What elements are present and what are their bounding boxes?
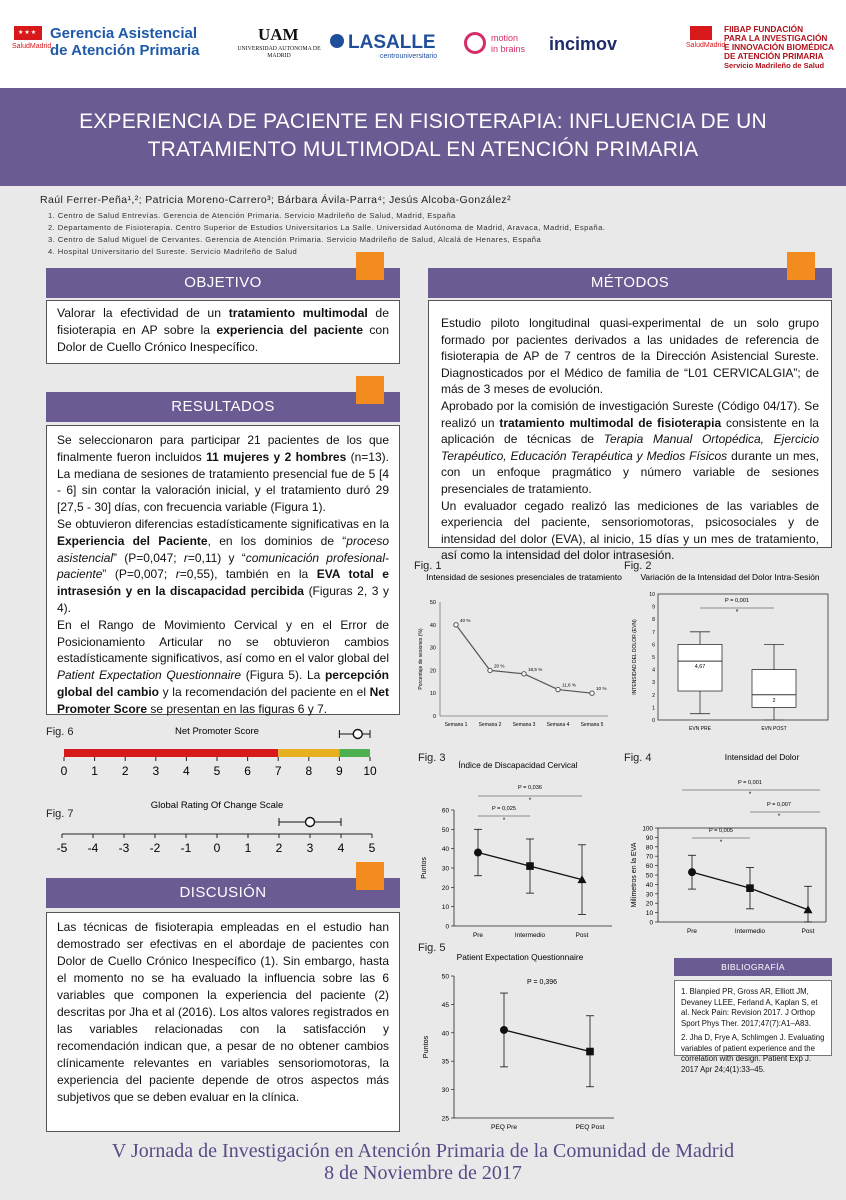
res-p2-c: , en los dominios de “ xyxy=(207,533,347,548)
met-p2-e: durante un mes, con un enfoque pragmático y número variable de sesiones presenciales de tratamiento. xyxy=(441,448,819,496)
y-tick-9: 9 xyxy=(652,604,655,611)
metodos-accent-square xyxy=(787,252,815,280)
y-tick-2: 2 xyxy=(652,692,655,699)
scale-tick-label-4: -1 xyxy=(180,841,192,855)
fig7-label: Fig. 7 xyxy=(46,808,74,820)
mean-point xyxy=(353,730,362,739)
affiliation-4: 4. Hospital Universitario del Sureste. Servicio Madrileño de Salud xyxy=(48,247,298,256)
footer-line-2: 8 de Noviembre de 2017 xyxy=(324,1162,522,1184)
res-p2-j: r xyxy=(175,567,180,582)
res-p2-b: Experiencia del Paciente xyxy=(57,533,208,548)
significance-star-1: * xyxy=(502,817,506,824)
chart-title: Net Promoter Score xyxy=(175,726,259,737)
fiibap-logo-flag xyxy=(690,26,712,40)
uam-logo-mark: UAM xyxy=(258,25,299,44)
scale-tick-label-7: 7 xyxy=(274,764,282,778)
y-tick-0: 0 xyxy=(649,919,653,927)
scale-band-1 xyxy=(278,749,339,757)
title-line-2: TRATAMIENTO MULTIMODAL EN ATENCIÓN PRIMARIA xyxy=(147,138,699,161)
scale-tick-label-2: 2 xyxy=(121,764,129,778)
res-p3-e: y la recomendación del paciente en el xyxy=(158,684,370,699)
scale-tick-label-9: 4 xyxy=(337,841,345,855)
p-value-label-2: P = 0,036 xyxy=(517,785,543,791)
res-p2-a: Se obtuvieron diferencias estadísticamente significativas en la xyxy=(57,516,389,531)
fig5-chart xyxy=(414,948,660,1138)
y-axis-label: Puntos xyxy=(421,1035,430,1059)
scale-tick-label-0: 0 xyxy=(60,764,68,778)
y-tick-5: 50 xyxy=(429,600,436,606)
res-p2-h: comunicación profesional-paciente xyxy=(57,550,389,582)
y-tick-6: 60 xyxy=(441,807,449,815)
fig3-chart xyxy=(414,756,624,942)
chart-title: Índice de Discapacidad Cervical xyxy=(458,760,578,770)
metodos-paragraph-3: Un evaluador cegado realizó las mediciones de las variables de experiencia del paciente, sensoriomotoras, psicosociales y de intensidad del dolor (EVA), al inicio, 15 días y un mes de tratamiento, así como la intensidad del dolor intrasesión. xyxy=(441,498,819,563)
data-point-1 xyxy=(526,862,534,870)
x-tick-0: Pre xyxy=(687,928,697,935)
data-point-0 xyxy=(500,1026,508,1034)
scale-tick-label-3: -2 xyxy=(149,841,161,855)
p-value-label-3: P = 0,001 xyxy=(737,780,763,786)
res-p1-a: Se seleccionaron para participar 21 pacientes de los que finalmente fueron incluidos xyxy=(57,433,389,464)
significance-star-1: * xyxy=(719,839,723,846)
x-tick-3: Semana 4 xyxy=(546,722,570,728)
y-tick-9: 90 xyxy=(645,834,653,842)
bibliografia-header: BIBLIOGRAFÍA xyxy=(674,958,832,976)
significance-star: * xyxy=(735,609,739,616)
y-tick-1: 1 xyxy=(652,705,655,712)
res-p2-d: proceso asistencial xyxy=(57,533,389,565)
y-tick-5: 50 xyxy=(441,973,449,981)
scale-tick-label-6: 6 xyxy=(244,764,251,778)
objetivo-accent-square xyxy=(356,252,384,280)
reference-1: 1. Blanpied PR, Gross AR, Elliott JM, Devaney LLEE, Ferland A, Kaplan S, et al. Neck Pain: Revision 2017. J Orthop Sport Phys Ther. 2017;47(7):A1–A83. xyxy=(681,987,818,1028)
y-tick-5: 50 xyxy=(645,872,653,880)
res-p3-f: Net Promoter Score xyxy=(57,684,389,716)
y-tick-5: 5 xyxy=(652,655,655,661)
lasalle-logo-icon xyxy=(330,34,344,48)
chart-title: Variación de la Intensidad del Dolor Intra-Sesión xyxy=(640,572,820,582)
scale-tick-label-5: 0 xyxy=(213,841,221,855)
res-p2-l: EVA total e intrasesión y en la discapacidad percibida xyxy=(57,567,389,599)
x-tick-2: Semana 3 xyxy=(512,722,536,728)
data-point-1 xyxy=(586,1048,594,1056)
objetivo-bold-1: tratamiento multimodal xyxy=(228,306,368,320)
objetivo-text-1: Valorar la efectividad de un xyxy=(57,306,229,320)
y-tick-0: 0 xyxy=(652,718,655,724)
p-value-label-1: P = 0,025 xyxy=(491,806,517,812)
scale-tick-label-6: 1 xyxy=(244,841,252,855)
significance-star-3: * xyxy=(748,791,752,798)
fig1-label: Fig. 1 xyxy=(414,560,442,572)
scale-tick-label-9: 9 xyxy=(336,764,343,778)
scale-tick-label-8: 8 xyxy=(305,764,313,778)
y-tick-1: 30 xyxy=(441,1087,449,1095)
logo-gerencia-line2: de Atención Primaria xyxy=(50,42,200,59)
y-tick-2: 35 xyxy=(441,1058,449,1066)
chart-title: Global Rating Of Change Scale xyxy=(150,800,284,811)
data-point-3 xyxy=(556,687,560,691)
y-axis-label: Milímetros en la EVA xyxy=(631,842,638,908)
data-label-3: 11,6 % xyxy=(562,682,576,688)
data-point-2 xyxy=(522,672,526,676)
res-p3-c: (Figura 5). La xyxy=(241,668,325,683)
x-tick-1: Semana 2 xyxy=(478,722,502,728)
y-tick-10: 10 xyxy=(649,592,655,598)
motion-logo-line1: motion xyxy=(491,33,519,43)
author-list: Raúl Ferrer-Peña¹,²; Patricia Moreno-Carrero³; Bárbara Ávila-Parra⁴; Jesús Alcoba-González² xyxy=(40,194,511,206)
y-tick-8: 8 xyxy=(652,617,655,624)
x-tick-1: EVN POST xyxy=(761,726,787,732)
bibliografia-box xyxy=(674,980,832,1074)
median-label-0: 4,67 xyxy=(694,664,706,671)
x-tick-4: Semana 5 xyxy=(580,722,604,728)
x-tick-0: EVN PRE xyxy=(689,726,711,732)
y-tick-5: 50 xyxy=(441,826,449,834)
fig7-chart xyxy=(40,796,400,860)
y-tick-1: 10 xyxy=(441,904,449,912)
scale-tick-label-1: 1 xyxy=(91,764,98,778)
discusion-header: DISCUSIÓN xyxy=(46,878,400,908)
objetivo-text-2: de fisioterapia en AP sobre la xyxy=(57,306,389,337)
data-label-4: 10 % xyxy=(596,686,607,692)
fig5-label: Fig. 5 xyxy=(418,942,446,954)
data-point-4 xyxy=(590,691,594,695)
y-tick-1: 10 xyxy=(645,910,653,918)
x-tick-1: Intermedio xyxy=(514,932,546,939)
resultados-accent-square xyxy=(356,376,384,404)
significance-star-2: * xyxy=(777,813,781,820)
motion-logo-line2: in brains xyxy=(491,44,526,54)
comunidad-stars-icon: ★★★ xyxy=(18,30,38,36)
y-tick-6: 60 xyxy=(645,863,653,871)
objetivo-text-3: con Dolor de Cuello Crónico Inespecífico. xyxy=(57,323,389,354)
scale-band-2 xyxy=(339,749,370,757)
y-tick-7: 7 xyxy=(652,629,655,636)
y-axis-label: INTENSIDAD DEL DOLOR (EVN) xyxy=(632,619,638,695)
objetivo-bold-2: experiencia del paciente xyxy=(216,323,364,337)
metodos-paragraph-1: Estudio piloto longitudinal quasi-experimental de un solo grupo formado por pacientes derivados a las unidades de referencia de fisioterapia de AP de 7 centros de la Dirección Asistencial Sureste. Diagnosticados por el Médico de familia de “L01 CERVICALGIA”; de más de 3 meses de evolución. xyxy=(441,316,819,397)
data-label-2: 18,5 % xyxy=(528,666,543,672)
fiibap-line5: Servicio Madrileño de Salud xyxy=(724,61,825,70)
y-tick-0: 0 xyxy=(445,923,449,931)
data-label-1: 20 % xyxy=(494,663,505,669)
p-value-label-1: P = 0,005 xyxy=(708,828,734,834)
scale-tick-label-2: -3 xyxy=(118,841,130,855)
met-p2-c: consistente en la aplicación de técnicas de xyxy=(441,415,819,447)
fiibap-line2: PARA LA INVESTIGACIÓN xyxy=(724,33,828,43)
fig6-label: Fig. 6 xyxy=(46,726,74,738)
res-p1-c: (n=13). La mediana de sesiones de tratamiento presencial fue de 5 [4 - 6] sin contar la valoración inicial, y el tratamiento duró 29 [27,5 - 30] días, con frecuencia variable (Figura 1). xyxy=(57,449,389,515)
data-point-1 xyxy=(488,668,492,672)
p-value-label: P = 0,396 xyxy=(526,979,558,986)
res-p2-m: (Figuras 2, 3 y 4). xyxy=(57,584,389,615)
objetivo-box xyxy=(46,300,400,364)
y-tick-3: 30 xyxy=(429,645,436,652)
metodos-box xyxy=(428,300,832,563)
y-tick-2: 20 xyxy=(429,668,436,675)
p-value-label: P = 0,001 xyxy=(724,598,750,604)
res-p3-d: percepción global del cambio xyxy=(57,668,389,699)
scale-tick-label-10: 5 xyxy=(368,841,376,855)
res-p3-b: Patient Expectation Questionnaire xyxy=(57,668,242,683)
lasalle-logo-sub: centrouniversitario xyxy=(380,53,438,60)
res-p2-i: ” (P=0,007; xyxy=(102,567,176,582)
res-p2-g: =0,11) y “ xyxy=(187,550,246,565)
fig4-label: Fig. 4 xyxy=(624,752,652,764)
footer-line-1: V Jornada de Investigación en Atención Primaria de la Comunidad de Madrid xyxy=(111,1140,735,1162)
lasalle-logo-text: LASALLE xyxy=(348,32,436,53)
scale-tick-label-0: -5 xyxy=(56,841,68,855)
scale-tick-label-3: 3 xyxy=(152,764,160,778)
fig3-label: Fig. 3 xyxy=(418,752,446,764)
y-tick-8: 80 xyxy=(645,844,653,852)
data-point-0 xyxy=(454,623,458,627)
motion-logo-icon xyxy=(464,32,486,54)
scale-tick-label-4: 4 xyxy=(183,764,190,778)
resultados-paragraph-1 xyxy=(57,432,389,516)
scale-tick-label-5: 5 xyxy=(213,764,221,778)
x-tick-1: PEQ Post xyxy=(575,1124,605,1131)
y-tick-3: 3 xyxy=(652,680,655,687)
y-tick-4: 40 xyxy=(429,622,436,629)
series-line xyxy=(504,1030,590,1052)
data-point-0 xyxy=(688,868,696,876)
x-tick-0: Pre xyxy=(473,932,483,939)
y-tick-3: 40 xyxy=(441,1030,449,1038)
res-p2-f: r xyxy=(183,550,188,565)
met-p2-a: Aprobado por la comisión de investigación Sureste (Código 04/17). Se realizó un xyxy=(441,398,819,430)
data-label-0: 40 % xyxy=(460,617,471,623)
y-tick-3: 30 xyxy=(645,891,653,899)
resultados-paragraph-2 xyxy=(57,516,389,617)
logo-gerencia-line1: Gerencia Asistencial xyxy=(50,25,198,42)
chart-title: Intensidad del Dolor xyxy=(724,752,800,762)
reference-2: 2. Jha D, Frye A, Schlimgen J. Evaluating variables of patient experience and the correlation with design. Patient Exp J. 2017 Apr 24;4(1):33–45. xyxy=(681,1033,825,1074)
p-value-label-2: P = 0,007 xyxy=(766,802,792,808)
mean-point xyxy=(306,818,315,827)
title-line-1: EXPERIENCIA DE PACIENTE EN FISIOTERAPIA: INFLUENCIA DE UN xyxy=(79,110,767,133)
affiliation-3: 3. Centro de Salud Miguel de Cervantes. Gerencia de Atención Primaria. Servicio Madrileño de Salud, Alcalá de Henares, España xyxy=(48,235,542,244)
objetivo-header: OBJETIVO xyxy=(46,268,400,298)
data-point-1 xyxy=(746,884,754,892)
x-tick-1: Intermedio xyxy=(734,928,766,935)
logo-saludmadrid-tag: SaludMadrid xyxy=(12,43,52,50)
x-tick-0: Semana 1 xyxy=(444,722,468,728)
y-tick-7: 70 xyxy=(645,853,653,861)
y-tick-4: 40 xyxy=(645,881,653,889)
y-axis-label: Porcentaje de sesiones (%) xyxy=(418,628,424,690)
y-tick-10: 100 xyxy=(642,825,653,833)
res-p1-b: 11 mujeres y 2 hombres xyxy=(206,449,347,464)
x-tick-2: Post xyxy=(575,932,589,939)
poster-footer xyxy=(0,1140,846,1184)
fig6-chart xyxy=(40,720,400,788)
data-point-0 xyxy=(474,849,482,857)
metodos-header: MÉTODOS xyxy=(428,268,832,298)
uam-logo-text: UNIVERSIDAD AUTONOMA DE MADRID xyxy=(237,46,321,59)
scale-tick-label-8: 3 xyxy=(306,841,314,855)
affiliation-2: 2. Departamento de Fisioterapia. Centro Superior de Estudios Universitarios La Salle. Universidad Autónoma de Madrid, Aravaca, Madrid, España. xyxy=(48,223,606,232)
y-tick-0: 25 xyxy=(441,1115,449,1123)
y-tick-0: 0 xyxy=(432,714,436,720)
x-tick-2: Post xyxy=(801,928,815,935)
scale-band-0 xyxy=(64,749,278,757)
x-tick-0: PEQ Pre xyxy=(490,1124,518,1131)
y-tick-4: 4 xyxy=(652,667,655,674)
logo-header xyxy=(0,0,846,88)
fig2-chart xyxy=(624,566,836,746)
discusion-box: Las técnicas de fisioterapia empleadas en el estudio han demostrado ser efectivas en el abordaje de pacientes con Dolor de Cuello Crónico Inespecífico (1). Sin embargo, hasta el momento no se ha evaluado la influencia sobre las 6 variables que componen la experiencia del paciente (2) descritas por Jha et al (2016). Los altos valores registrados en las variables relacionadas con la satisfacción y recomendación indican que, a pesar de no obtener cambios clínicamente relevantes en variables sensoriomotoras, la experiencia del paciente depende de otros aspectos más subjetivos que se deben evaluar en la clínica. xyxy=(46,912,400,1132)
y-tick-2: 20 xyxy=(441,884,449,892)
y-tick-6: 6 xyxy=(652,642,655,649)
res-p3-g: se presentan en las figuras 6 y 7. xyxy=(147,701,328,716)
y-tick-1: 10 xyxy=(429,691,436,698)
resultados-header: RESULTADOS xyxy=(46,392,400,422)
significance-star-2: * xyxy=(528,797,532,804)
y-tick-2: 20 xyxy=(645,900,653,908)
res-p2-k: =0,55), también en la xyxy=(179,567,317,582)
chart-title: Patient Expectation Questionnaire xyxy=(456,952,584,962)
scale-tick-label-7: 2 xyxy=(275,841,283,855)
y-tick-4: 45 xyxy=(441,1001,449,1009)
y-tick-4: 40 xyxy=(441,846,449,854)
scale-tick-label-1: -4 xyxy=(87,841,99,855)
fiibap-saludmadrid-tag: SaludMadrid xyxy=(686,42,726,49)
chart-title: Intensidad de sesiones presenciales de tratamiento xyxy=(426,572,622,582)
incimov-logo: incimov xyxy=(549,34,618,54)
y-tick-3: 30 xyxy=(441,865,449,873)
poster-title xyxy=(0,88,846,186)
y-axis-label: Puntos xyxy=(421,857,428,879)
res-p3-a: En el Rango de Movimiento Cervical y en el Error de Posicionamiento Articular no se obtuvieron cambios estadísticamente significativos, así como en el valor global del xyxy=(57,617,389,666)
fiibap-line4: DE ATENCIÓN PRIMARIA xyxy=(724,51,824,61)
fiibap-line3: E INNOVACIÓN BIOMÉDICA xyxy=(724,42,835,52)
resultados-paragraph-3 xyxy=(57,617,389,718)
scale-tick-label-10: 10 xyxy=(363,764,377,778)
met-p2-d: Terapia Manual Ortopédica, Ejercicio Terapéutico, Educación Terapéutica y Medios Físicos xyxy=(441,432,820,463)
resultados-box xyxy=(46,425,400,715)
metodos-paragraph-2 xyxy=(441,398,819,498)
median-label-1: 2 xyxy=(772,697,776,704)
fig2-label: Fig. 2 xyxy=(624,560,652,572)
fiibap-line1: FIIBAP FUNDACIÓN xyxy=(724,24,804,34)
met-p2-b: tratamiento multimodal de fisioterapia xyxy=(499,415,722,430)
discusion-accent-square xyxy=(356,862,384,890)
fig4-chart xyxy=(624,746,836,942)
res-p2-e: ” (P=0,047; xyxy=(113,550,184,565)
fig1-chart xyxy=(412,566,624,742)
affiliation-1: 1. Centro de Salud Entrevías. Gerencia de Atención Primaria. Servicio Madrileño de Salud, Madrid, España xyxy=(48,211,456,220)
